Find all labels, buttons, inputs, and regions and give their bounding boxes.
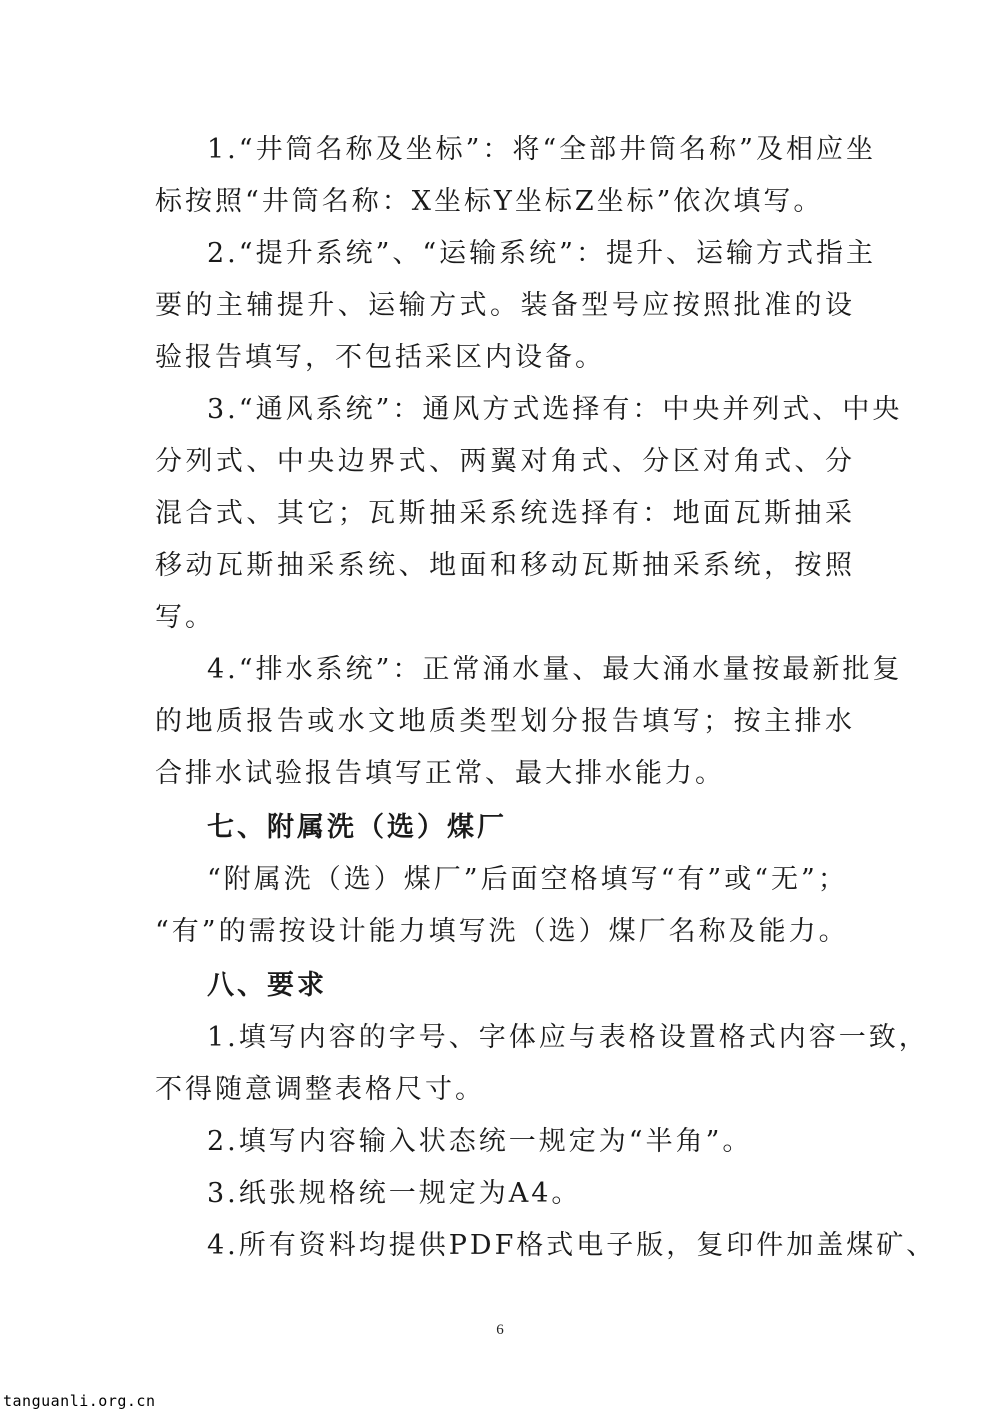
- paragraph-line: 3.纸张规格统一规定为A4。: [207, 1178, 582, 1209]
- paragraph-line: 2.“提升系统”、“运输系统”：提升、运输方式指主: [207, 238, 876, 269]
- paragraph-line: 分列式、中央边界式、两翼对角式、分区对角式、分: [155, 446, 855, 477]
- paragraph-line: 4.所有资料均提供PDF格式电子版，复印件加盖煤矿、: [207, 1230, 937, 1261]
- paragraph-line: 写。: [155, 602, 215, 633]
- paragraph-line: 4.“排水系统”：正常涌水量、最大涌水量按最新批复: [207, 654, 903, 685]
- paragraph-line: 不得随意调整表格尺寸。: [155, 1074, 485, 1105]
- paragraph-line: “有”的需按设计能力填写洗（选）煤厂名称及能力。: [155, 916, 849, 947]
- paragraph-line: 1.“井筒名称及坐标”：将“全部井筒名称”及相应坐: [207, 134, 876, 165]
- paragraph-line: 要的主辅提升、运输方式。装备型号应按照批准的设: [155, 290, 855, 321]
- paragraph-line: “附属洗（选）煤厂”后面空格填写“有”或“无”；: [207, 864, 848, 895]
- paragraph-line: 合排水试验报告填写正常、最大排水能力。: [155, 758, 725, 789]
- paragraph-line: 移动瓦斯抽采系统、地面和移动瓦斯抽采系统，按照: [155, 550, 855, 581]
- paragraph-line: 2.填写内容输入状态统一规定为“半角”。: [207, 1126, 753, 1157]
- paragraph-line: 验报告填写，不包括采区内设备。: [155, 342, 605, 373]
- paragraph-line: 混合式、其它；瓦斯抽采系统选择有：地面瓦斯抽采: [155, 498, 855, 529]
- page-number: 6: [496, 1322, 504, 1338]
- paragraph-line: 的地质报告或水文地质类型划分报告填写；按主排水: [155, 706, 855, 737]
- paragraph-line: 1.填写内容的字号、字体应与表格设置格式内容一致，: [207, 1022, 929, 1053]
- watermark-text: tanguanli.org.cn: [3, 1392, 156, 1410]
- paragraph-line: 3.“通风系统”：通风方式选择有：中央并列式、中央: [207, 394, 903, 425]
- section-heading-7: 七、附属洗（选）煤厂: [207, 812, 507, 843]
- section-heading-8: 八、要求: [207, 970, 327, 1001]
- paragraph-line: 标按照“井筒名称：X坐标Y坐标Z坐标”依次填写。: [155, 186, 824, 217]
